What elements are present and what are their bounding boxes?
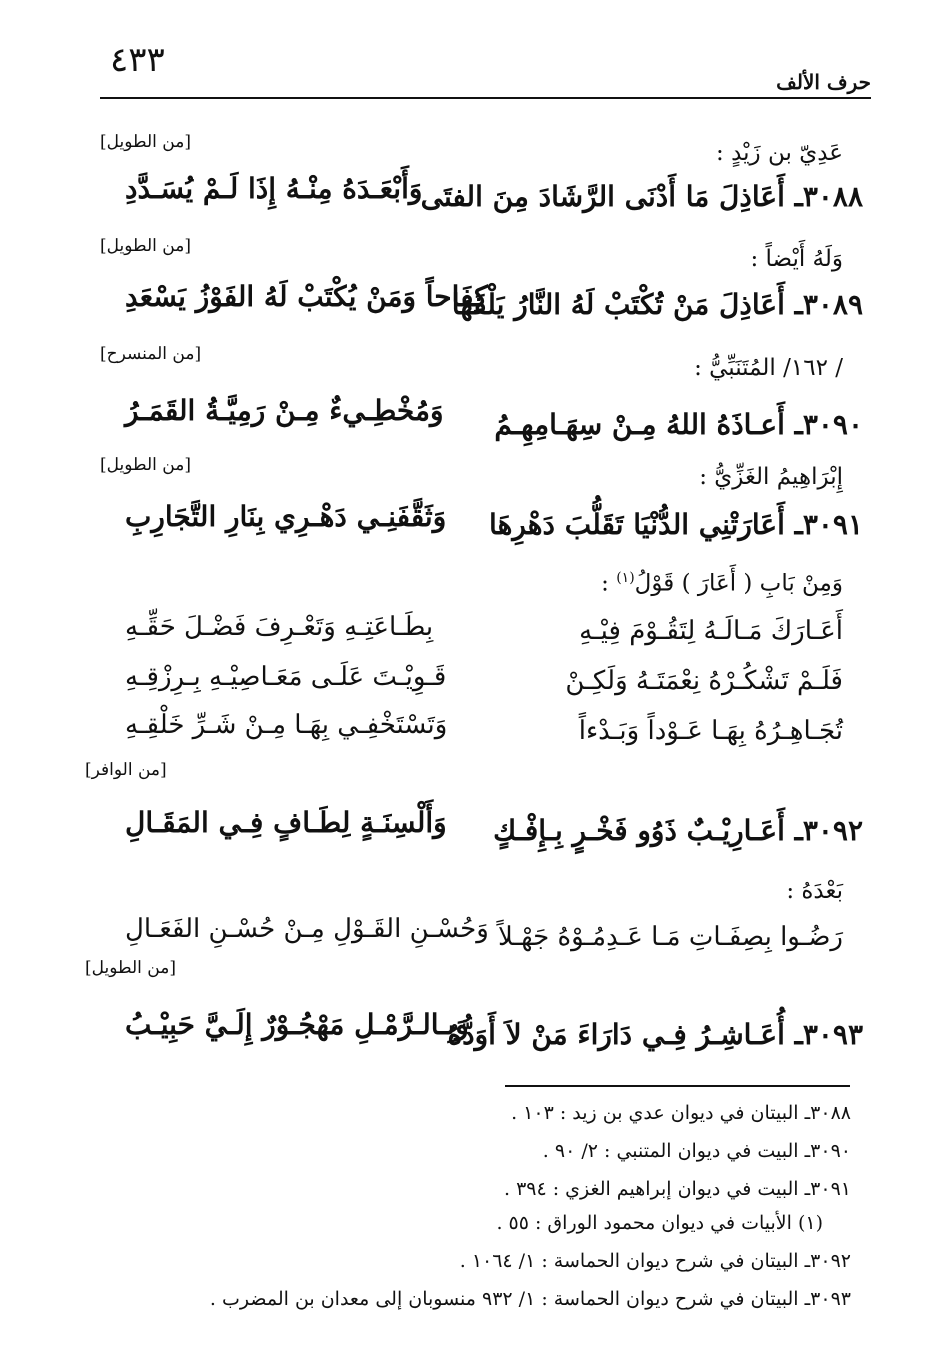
verse-second-hemistich: كِفَاحاً وَمَنْ يُكْتَبْ لَهُ الفَوْزُ يَسْعَدِ xyxy=(125,280,488,313)
verse-first-hemistich: ٣٠٨٨ـ أَعَاذِلَ مَا أَدْنَى الرَّشَادَ مِنَ الفتَى xyxy=(420,180,863,213)
meter-label: [من المنسرح] xyxy=(100,344,202,364)
poet-name: عَدِيّ بن زَيْدٍ : xyxy=(716,140,843,166)
footnote: ٣٠٨٨ـ البيتان في ديوان عدي بن زيد : ١٠٣ . xyxy=(511,1102,851,1124)
after-label: بَعْدَهُ : xyxy=(786,878,843,904)
footnote-mark: (١) xyxy=(616,570,635,586)
footnote: ٣٠٩٠ـ البيت في ديوان المتنبي : ٢/ ٩٠ . xyxy=(542,1140,851,1162)
page-number: ٤٣٣ xyxy=(110,40,165,80)
meter-label: [من الطويل] xyxy=(85,958,176,978)
poet-name: / ١٦٢/ المُتَنَبِّيُّ : xyxy=(694,355,843,381)
verse-first-hemistich: رَضُـوا بِصِفَـاتِ مَـا عَـدِمُـوْهُ جَهْـلاً xyxy=(498,922,843,952)
verse-first-hemistich: ٣٠٨٩ـ أَعَاذِلَ مَنْ تُكْتَبْ لَهُ النَّارُ يَلْقَهَا xyxy=(451,288,863,321)
verse-second-hemistich: وَأَبْعَـدَهُ مِنْـهُ إِذَا لَـمْ يُسَـدَّدِ xyxy=(125,172,423,205)
poet-name: وَلَهُ أَيْضاً : xyxy=(750,246,843,272)
verse-first-hemistich: فَلَـمْ تَشْكُـرْهُ نِعْمَتَـهُ وَلَكِـنْ xyxy=(565,666,843,696)
footnote: (١) الأبيات في ديوان محمود الوراق : ٥٥ . xyxy=(496,1212,823,1234)
header-rule xyxy=(100,97,871,99)
footnote-rule xyxy=(505,1085,850,1087)
verse-first-hemistich: ٣٠٩٣ـ أُعَـاشِـرُ فِـي دَارَاءَ مَنْ لاَ أَوَدُّهُ xyxy=(447,1018,863,1051)
verse-second-hemistich: وَمُخْطِـيءٌ مِـنْ رَمِيَّـةُ القَمَـرُ xyxy=(125,394,444,427)
poet-name: إِبْرَاهِيمُ الغَزِّيُّ : xyxy=(699,464,843,490)
verse-first-hemistich: ٣٠٩١ـ أَعَارَتْنِي الدُّنْيَا تَقَلُّبَ دَهْرِهَا xyxy=(489,508,863,541)
verse-second-hemistich: بِطَـاعَتِـهِ وَتَعْـرِفَ فَضْـلَ حَقِّـهِ xyxy=(125,612,434,642)
verse-first-hemistich: تُجَـاهِـرُهُ بِهَـا عَـوْداً وَبَـدْءاً xyxy=(578,716,843,746)
bab-heading-colon: : xyxy=(601,570,609,597)
verse-first-hemistich: ٣٠٩٠ـ أَعـاذَهُ اللهُ مِـنْ سِهَـامِهِـمُ xyxy=(494,408,863,441)
meter-label: [من الطويل] xyxy=(100,455,191,475)
verse-second-hemistich: وَأَلْسِنَـةٍ لِطَـافٍ فِـي المَقَـالِ xyxy=(125,806,447,839)
verse-first-hemistich: أَعَـارَكَ مَـالَـهُ لِتَقُـوْمَ فِيْـهِ xyxy=(579,616,843,646)
meter-label: [من الطويل] xyxy=(100,132,191,152)
bab-heading-text: وَمِنْ بَابِ ( أَعَارَ ) قَوْلُ xyxy=(634,570,843,597)
footnote: ٣٠٩٢ـ البيتان في شرح ديوان الحماسة : ١/ ١٠٦٤ . xyxy=(459,1250,851,1272)
verse-second-hemistich: قَـوِيْـتَ عَلَـى مَعَـاصِيْـهِ بِـرِزْقِـهِ xyxy=(125,662,447,692)
verse-second-hemistich: وَحُسْـنِ القَـوْلِ مِـنْ حُسْـنِ الفَعَـالِ xyxy=(125,914,489,944)
verse-second-hemistich: وَثَقَّفَنِـي دَهْـرِي بِنَارِ التَّجَارِبِ xyxy=(125,500,447,533)
verse-second-hemistich: وَتَسْتَخْفِـي بِهَـا مِـنْ شَـرِّ خَلْقِـهِ xyxy=(125,710,448,740)
chapter-title: حرف الألف xyxy=(776,70,871,94)
meter-label: [من الطويل] xyxy=(100,236,191,256)
bab-heading xyxy=(601,570,843,597)
footnote: ٣٠٩١ـ البيت في ديوان إبراهيم الغزي : ٣٩٤ . xyxy=(503,1178,851,1200)
footnote: ٣٠٩٣ـ البيتان في شرح ديوان الحماسة : ١/ ٩٣٢ منسوبان إلى معدان بن المضرب . xyxy=(209,1288,851,1310)
verse-second-hemistich: وَبِـالـرَّمْـلِ مَهْجُـوْرٌ إِلَـيَّ حَبِيْـبُ xyxy=(125,1008,469,1041)
meter-label: [من الوافر] xyxy=(85,760,167,780)
verse-first-hemistich: ٣٠٩٢ـ أَعَـارِيْـبٌ ذَوُو فَخْـرٍ بِـإِفْـكٍ xyxy=(493,814,863,847)
